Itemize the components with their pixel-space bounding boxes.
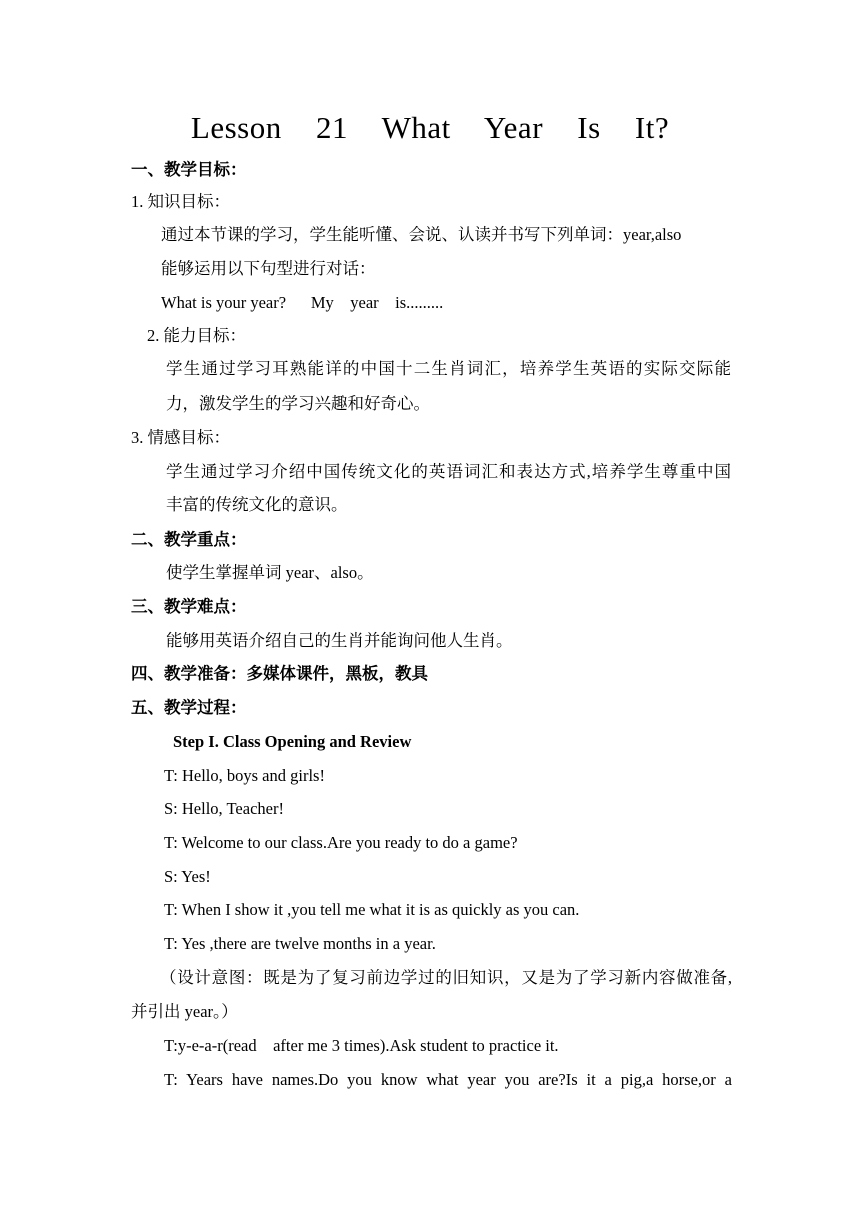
- step-heading: Step I. Class Opening and Review: [173, 732, 412, 751]
- section-heading-key-points: 二、教学重点：: [131, 530, 247, 549]
- dialogue-line: S: Hello, Teacher!: [164, 799, 284, 818]
- key-points-text: 使学生掌握单词 year、also。: [166, 563, 374, 582]
- section-heading-process: 五、教学过程：: [131, 698, 247, 717]
- dialogue-line: S: Yes!: [164, 867, 211, 886]
- dialogue-line: T: Hello, boys and girls!: [164, 766, 325, 785]
- objective-emotion-text: 丰富的传统文化的意识。: [166, 495, 348, 514]
- objective-emotion-label: 3. 情感目标：: [131, 428, 230, 447]
- dialogue-line: T: When I show it ,you tell me what it is as quickly as you can.: [164, 900, 580, 919]
- objective-ability-text: 学生通过学习耳熟能详的中国十二生肖词汇，培养学生英语的实际交际能: [166, 359, 731, 378]
- objective-emotion-text: 学生通过学习介绍中国传统文化的英语词汇和表达方式,培养学生尊重中国: [166, 462, 731, 481]
- page-title: Lesson 21 What Year Is It?: [190, 110, 670, 145]
- objective-ability-label: 2. 能力目标：: [147, 326, 246, 345]
- section-heading-preparation: 四、教学准备：多媒体课件，黑板，教具: [131, 664, 428, 683]
- dialogue-line: T: Welcome to our class.Are you ready to do a game?: [164, 833, 518, 852]
- dialogue-line: T: Yes ,there are twelve months in a year.: [164, 934, 436, 953]
- section-heading-difficulties: 三、教学难点：: [131, 597, 247, 616]
- objective-knowledge-sentence: What is your year? My year is.........: [161, 293, 444, 312]
- objective-ability-text: 力，激发学生的学习兴趣和好奇心。: [166, 394, 430, 413]
- objective-knowledge-text: 通过本节课的学习，学生能听懂、会说、认读并书写下列单词：year,also: [161, 225, 682, 244]
- dialogue-line: T: Years have names.Do you know what year you are?Is it a pig,a horse,or a: [164, 1070, 732, 1089]
- section-heading-objectives: 一、教学目标：: [131, 160, 247, 179]
- objective-knowledge-text: 能够运用以下句型进行对话：: [161, 259, 376, 278]
- dialogue-line: T:y-e-a-r(read after me 3 times).Ask student to practice it.: [164, 1036, 559, 1055]
- design-note: （设计意图：既是为了复习前边学过的旧知识，又是为了学习新内容做准备,: [160, 968, 732, 987]
- design-note: 并引出 year。）: [131, 1002, 238, 1021]
- difficulties-text: 能够用英语介绍自己的生肖并能询问他人生肖。: [166, 631, 513, 650]
- objective-knowledge-label: 1. 知识目标：: [131, 192, 230, 211]
